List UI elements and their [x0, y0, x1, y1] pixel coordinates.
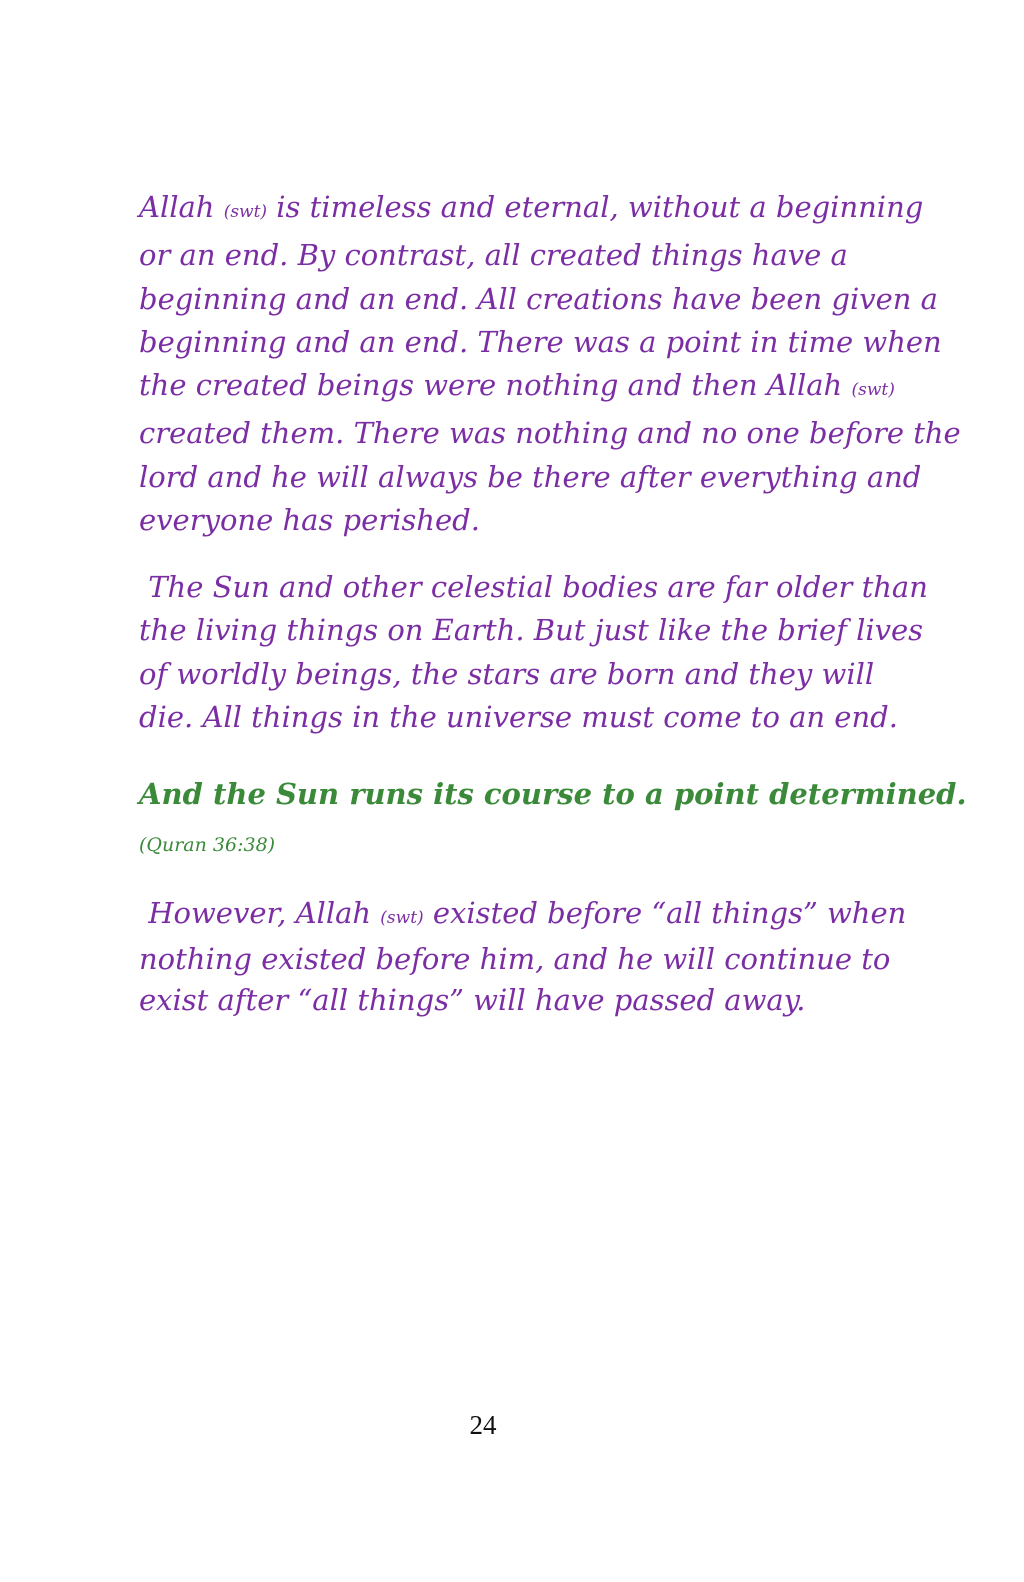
swt-honorific: (swt): [851, 380, 895, 401]
paragraph-sun: [139, 566, 928, 739]
paragraph-line: [139, 893, 907, 939]
paragraph-line: the living things on Earth. But just like the brief lives: [139, 613, 924, 648]
paragraph-however: [139, 893, 907, 1021]
line-text: the created beings were nothing and then Allah: [139, 368, 852, 403]
paragraph-line: beginning and an end. All creations have been given a: [139, 281, 938, 316]
paragraph-line: or an end. By contrast, all created things have a: [139, 238, 848, 273]
line-text: However, Allah: [139, 896, 381, 930]
quran-verse: And the Sun runs its course to a point determined.: [139, 777, 967, 811]
paragraph-line: created them. There was nothing and no one before the: [139, 416, 961, 451]
swt-honorific: (swt): [223, 202, 268, 222]
line-text: Allah: [139, 190, 224, 224]
page-number: 24: [469, 1410, 497, 1440]
swt-honorific: (swt): [380, 908, 424, 928]
paragraph-line: The Sun and other celestial bodies are far older than: [139, 570, 928, 604]
verse-citation: (Quran 36:38): [139, 834, 276, 856]
paragraph-line: [139, 186, 924, 234]
paragraph-line: beginning and an end. There was a point in time when: [139, 324, 942, 359]
paragraph-line: [139, 364, 895, 412]
line-text: is timeless and eternal, without a beginning: [267, 190, 924, 224]
paragraph-timeless: [139, 186, 961, 542]
paragraph-line: lord and he will always be there after everything and: [139, 459, 922, 494]
paragraph-line: exist after “all things” will have passed away.: [139, 983, 806, 1017]
paragraph-line: everyone has perished.: [139, 503, 480, 538]
paragraph-line: nothing existed before him, and he will continue to: [139, 942, 891, 976]
paragraph-line: of worldly beings, the stars are born and they will: [139, 656, 875, 691]
line-text: existed before “all things” when: [423, 896, 907, 930]
paragraph-line: die. All things in the universe must come to an end.: [139, 699, 898, 734]
